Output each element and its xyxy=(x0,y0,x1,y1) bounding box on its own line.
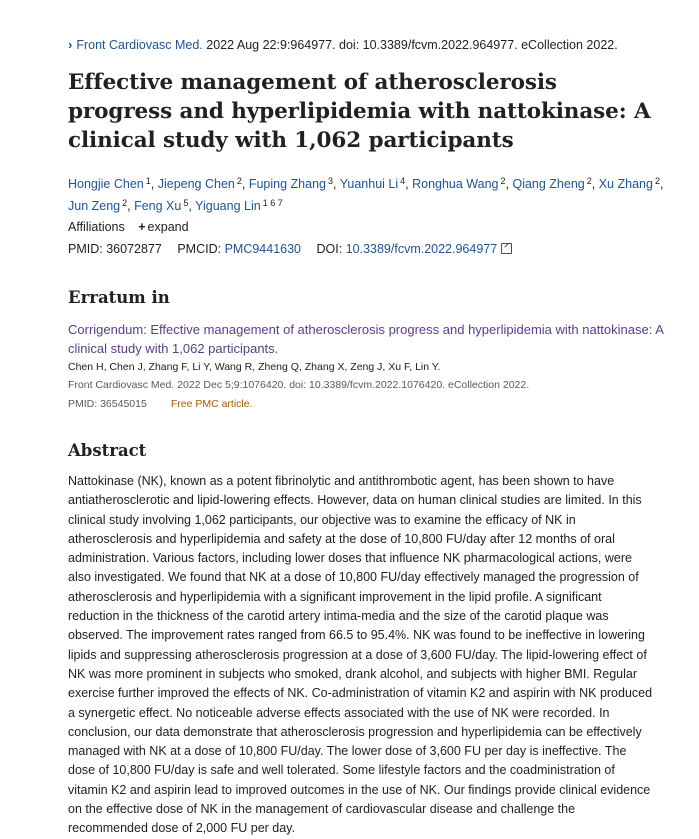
author-affiliation-number[interactable]: 2 xyxy=(586,176,592,186)
author-link[interactable]: Jun Zeng xyxy=(68,199,121,213)
citation-details: 2022 Aug 22:9:964977. doi: 10.3389/fcvm.2022.964977. eCollection 2022. xyxy=(206,38,618,52)
pmcid-link[interactable]: PMC9441630 xyxy=(224,242,302,256)
pmid-label: PMID: xyxy=(68,242,103,256)
author-list: Hongjie Chen $^1$, Jiepeng Chen $^2$, Fuping Zhang $^3$, Yuanhui Li $^4$, Ronghua Wang $^2$, Qiang Zheng $^2$, Xu Zhang $^2$, Jun Zeng $^2$, Feng Xu $^5$, Yiguang Lin $^{1 6 7}$ xyxy=(68,176,664,213)
author-link[interactable]: Qiang Zheng xyxy=(512,177,585,191)
affiliations-row xyxy=(68,220,189,234)
erratum-citation: Front Cardiovasc Med. 2022 Dec 5;9:1076420. doi: 10.3389/fcvm.2022.1076420. eCollection 2022. xyxy=(68,379,530,391)
affiliations-expand-button[interactable]: expand xyxy=(147,220,189,234)
author-link[interactable]: Xu Zhang xyxy=(598,177,653,191)
citation-line xyxy=(68,37,618,52)
erratum-link[interactable]: Corrigendum: Effective management of atherosclerosis progress and hyperlipidemia with nattokinase: A clinical study with 1,062 participants. xyxy=(68,322,664,356)
affiliations-label: Affiliations xyxy=(68,220,125,234)
abstract-text: Nattokinase (NK), known as a potent fibrinolytic and antithrombotic agent, has been shown to have antiatherosclerotic and lipid-lowering effects. However, data on human clinical studies are limited. In this clinical study involving 1,062 participants, our objective was to examine the efficacy of NK in atherosclerosis and hyperlipidemia and safety at the dose of 10,800 FU/day after 12 months of oral administration. Various factors, including lower doses that influence NK pharmacological actions, were also investigated. We found that NK at a dose of 10,800 FU/day effectively managed the progression of atherosclerosis and hyperlipidemia with a significant improvement in the lipid profile. A significant reduction in the thickness of the carotid artery intima-media and the size of the carotid plaque was observed. The improvement rates ranged from 66.5 to 95.4%. NK was found to be ineffective in lowering lipids and suppressing atherosclerosis progression at a dose of 3,600 FU/day. The lipid-lowering effect of NK was more prominent in subjects who smoked, drank alcohol, and subjects with higher BMI. Regular exercise further improved the effects of NK. Co-administration of vitamin K2 and aspirin with NK produced a synergetic effect. No noticeable adverse effects associated with the use of NK were recorded. In conclusion, our data demonstrate that atherosclerosis progression and hyperlipidemia can be effectively managed with NK at a dose of 10,800 FU/day. The lower dose of 3,600 FU per day is ineffective. The dose of 10,800 FU/day is safe and well tolerated. Some lifestyle factors and the coadministration of vitamin K2 and aspirin lead to improved outcomes in the use of NK. Our findings provide clinical evidence on the effective dose of NK in the management of cardiovascular disease and challenge the recommended dose of 2,000 FU per day. xyxy=(68,474,653,836)
author-affiliation-number[interactable]: 4 xyxy=(400,176,406,186)
author-affiliation-number[interactable]: 2 xyxy=(236,176,242,186)
free-pmc-badge: Free PMC article. xyxy=(170,398,253,410)
author-link[interactable]: Yuanhui Li xyxy=(339,177,399,191)
erratum-pmid: PMID: 36545015 xyxy=(68,398,147,410)
erratum-heading: Erratum in xyxy=(68,288,170,307)
pmcid-label: PMCID: xyxy=(177,242,222,256)
abstract-heading: Abstract xyxy=(68,441,147,460)
author-link[interactable]: Ronghua Wang xyxy=(412,177,499,191)
external-link-icon[interactable] xyxy=(501,243,512,254)
erratum-pmid-row xyxy=(68,398,253,410)
author-affiliation-number[interactable]: 1 xyxy=(145,176,151,186)
author-affiliation-number[interactable]: 1 6 7 xyxy=(262,198,283,208)
author-affiliation-number[interactable]: 2 xyxy=(500,176,506,186)
author-link[interactable]: Feng Xu xyxy=(134,199,182,213)
author-affiliation-number[interactable]: 2 xyxy=(122,198,128,208)
erratum-authors: Chen H, Chen J, Zhang F, Li Y, Wang R, Zheng Q, Zhang X, Zeng J, Xu F, Lin Y. xyxy=(68,361,441,373)
author-link[interactable]: Yiguang Lin xyxy=(195,199,261,213)
pmid-value: 36072877 xyxy=(106,242,162,256)
page-title: Effective management of atherosclerosis progress and hyperlipidemia with nattokinase: A clinical study with 1,062 participants xyxy=(68,70,651,153)
author-link[interactable]: Fuping Zhang xyxy=(248,177,326,191)
author-affiliation-number[interactable]: 3 xyxy=(327,176,333,186)
doi-label: DOI: xyxy=(316,242,343,256)
author-link[interactable]: Hongjie Chen xyxy=(68,177,144,191)
author-affiliation-number[interactable]: 2 xyxy=(654,176,660,186)
identifiers-row xyxy=(68,242,512,256)
doi-link[interactable]: 10.3389/fcvm.2022.964977 xyxy=(345,242,498,256)
author-link[interactable]: Jiepeng Chen xyxy=(157,177,235,191)
plus-icon[interactable]: + xyxy=(138,220,146,234)
journal-link[interactable]: Front Cardiovasc Med. xyxy=(76,38,203,52)
chevron-right-icon[interactable]: › xyxy=(68,37,73,52)
author-affiliation-number[interactable]: 5 xyxy=(183,198,189,208)
